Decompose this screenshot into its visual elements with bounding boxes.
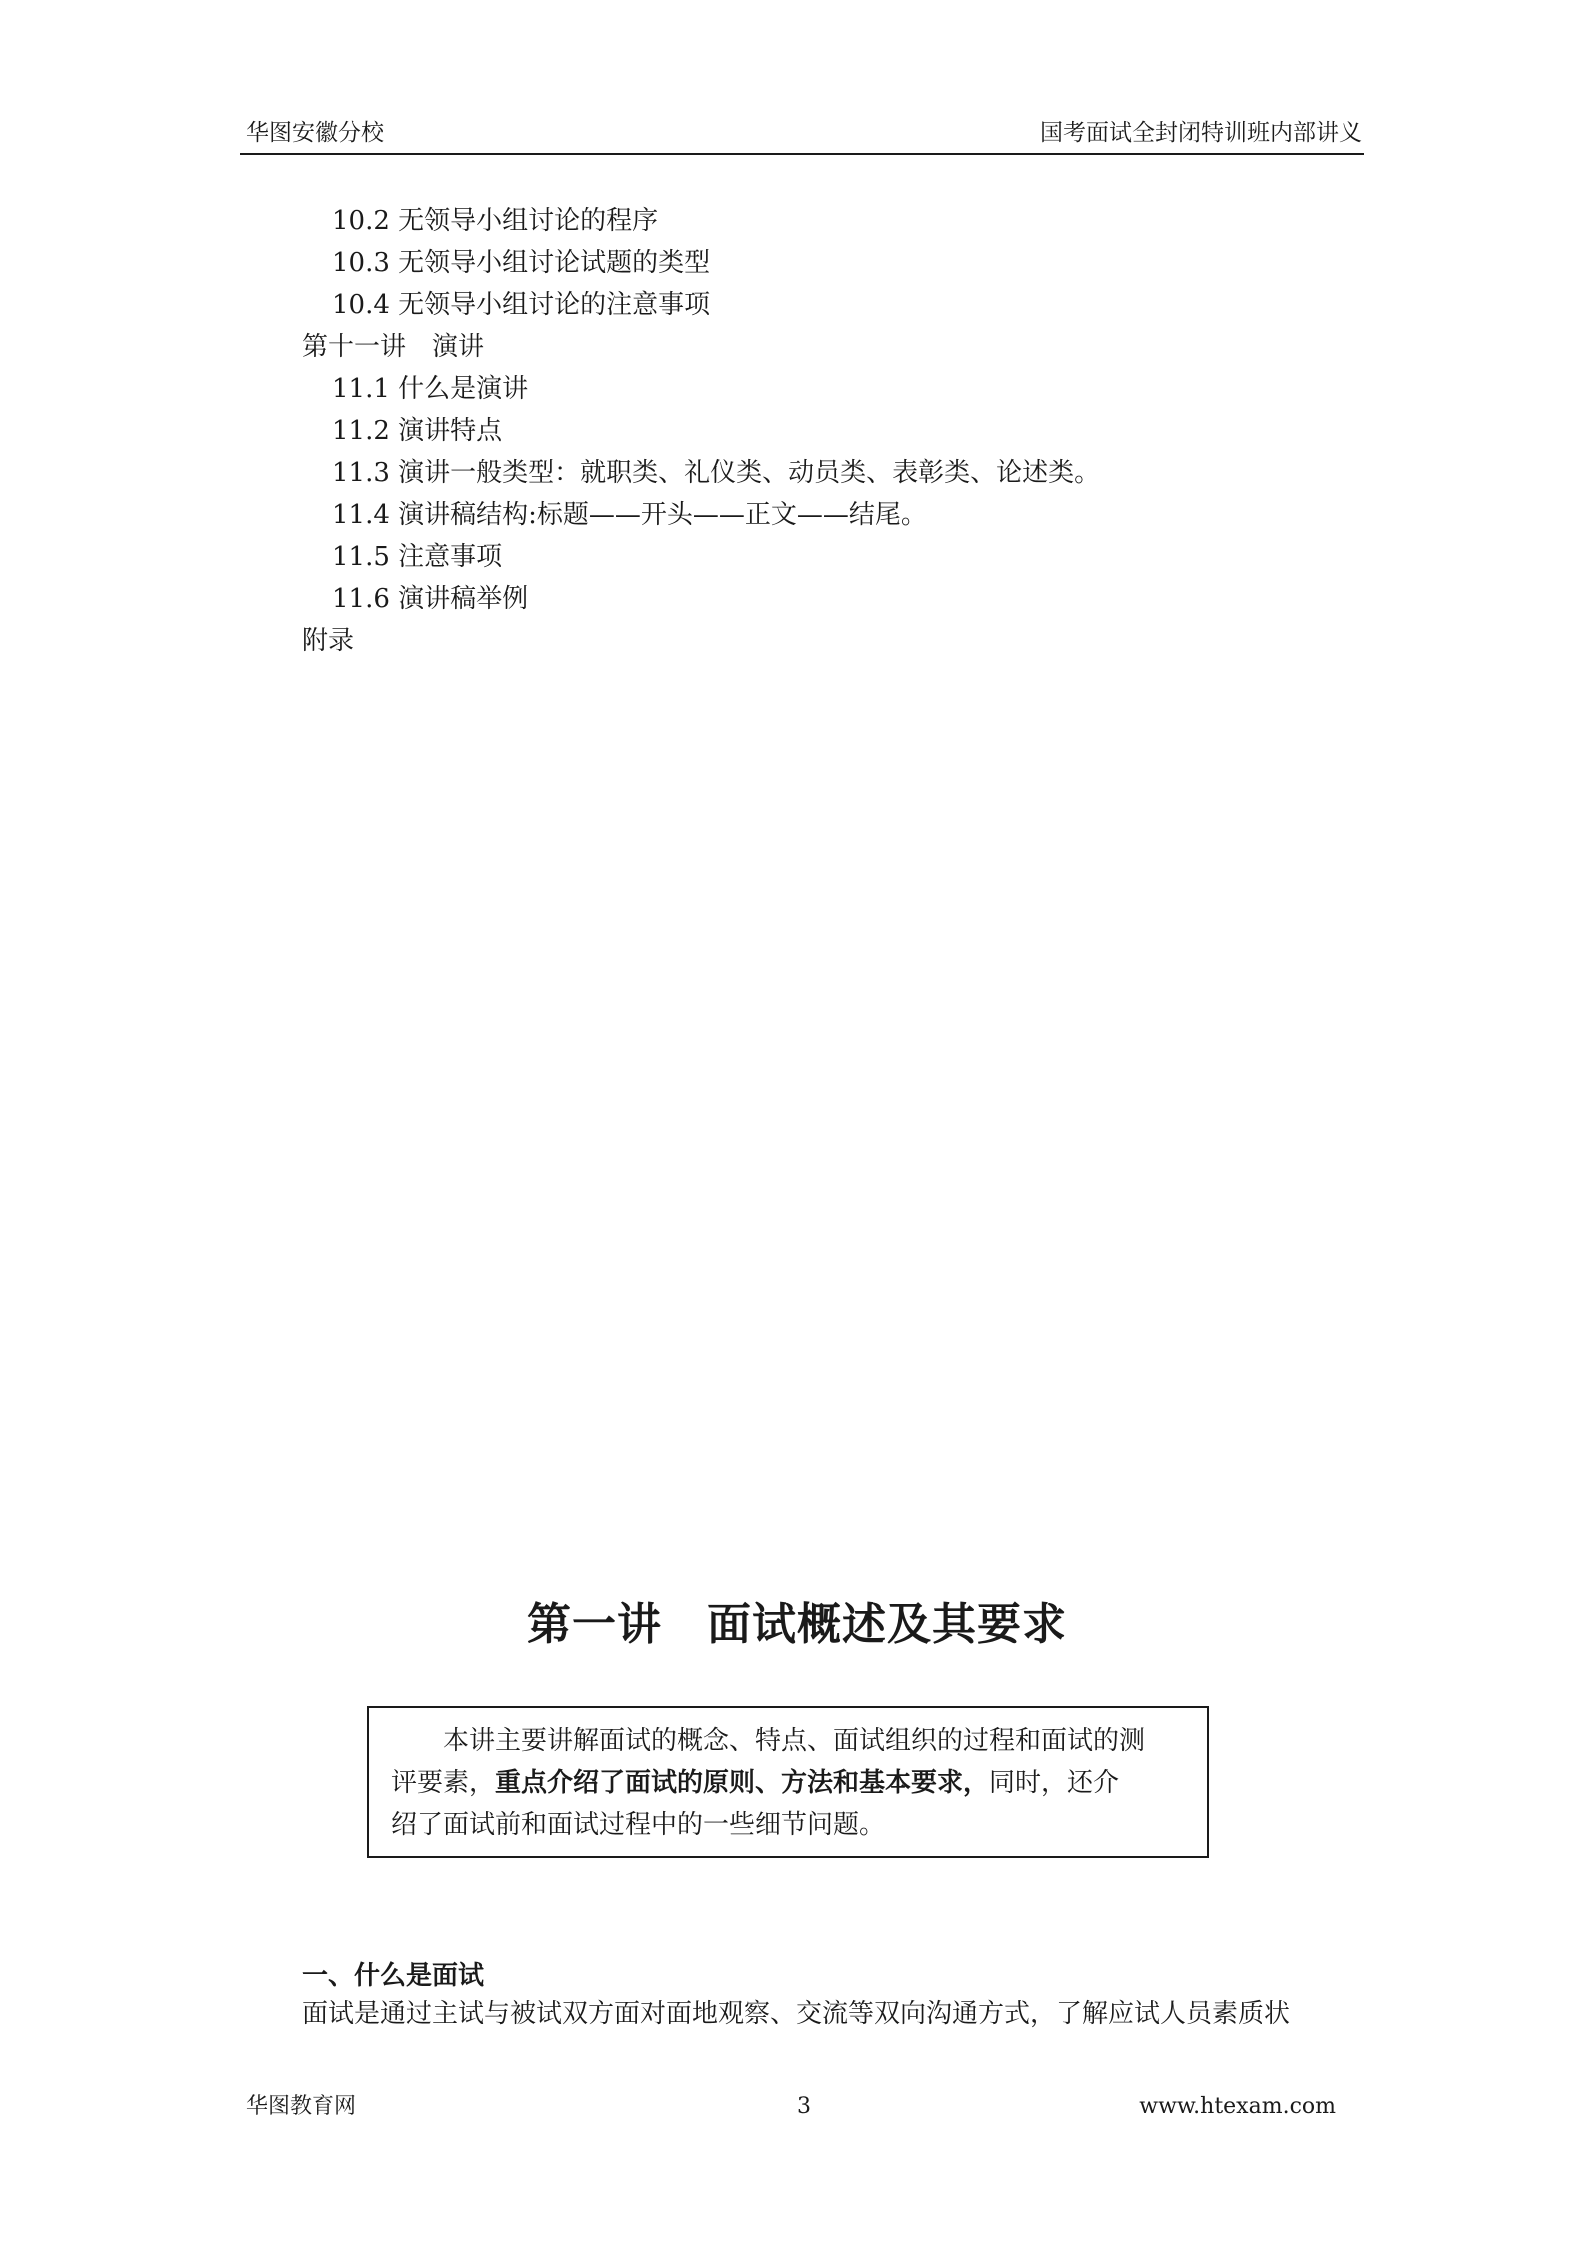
summary-text: 同时，还介	[989, 1768, 1120, 1798]
section-heading: 一、什么是面试	[302, 1961, 485, 1991]
footer-url: www.htexam.com	[1139, 2094, 1336, 2119]
summary-text: 评要素，	[391, 1768, 496, 1798]
summary-emphasis: 重点介绍了面试的原则、方法和基本要求，	[495, 1768, 990, 1798]
toc-item: 11.4 演讲稿结构:标题——开头——正文——结尾。	[332, 500, 927, 530]
page-number: 3	[797, 2094, 811, 2119]
section-paragraph: 面试是通过主试与被试双方面对面地观察、交流等双向沟通方式，了解应试人员素质状	[302, 1999, 1291, 2029]
summary-line: 本讲主要讲解面试的概念、特点、面试组织的过程和面试的测	[443, 1726, 1146, 1756]
toc-item: 10.3 无领导小组讨论试题的类型	[332, 248, 711, 278]
toc-chapter-item: 附录	[302, 626, 355, 656]
toc-item: 11.2 演讲特点	[332, 416, 503, 446]
summary-line	[391, 1762, 1189, 1804]
footer-website-name: 华图教育网	[246, 2094, 357, 2119]
toc-item: 11.6 演讲稿举例	[332, 584, 529, 614]
toc-item: 11.3 演讲一般类型：就职类、礼仪类、动员类、表彰类、论述类。	[332, 458, 1101, 488]
header-document-title: 国考面试全封闭特训班内部讲义	[1040, 120, 1362, 146]
toc-item: 11.5 注意事项	[332, 542, 503, 572]
chapter-summary-box	[367, 1706, 1209, 1858]
table-of-contents	[302, 200, 1100, 662]
toc-item: 11.1 什么是演讲	[332, 374, 529, 404]
toc-item: 10.2 无领导小组讨论的程序	[332, 206, 659, 236]
header-school-name: 华图安徽分校	[246, 120, 384, 146]
header-divider	[240, 153, 1364, 155]
summary-line: 绍了面试前和面试过程中的一些细节问题。	[391, 1810, 886, 1840]
chapter-title: 第一讲 面试概述及其要求	[527, 1599, 1067, 1650]
toc-chapter-item: 第十一讲 演讲	[302, 332, 485, 362]
toc-item: 10.4 无领导小组讨论的注意事项	[332, 290, 711, 320]
